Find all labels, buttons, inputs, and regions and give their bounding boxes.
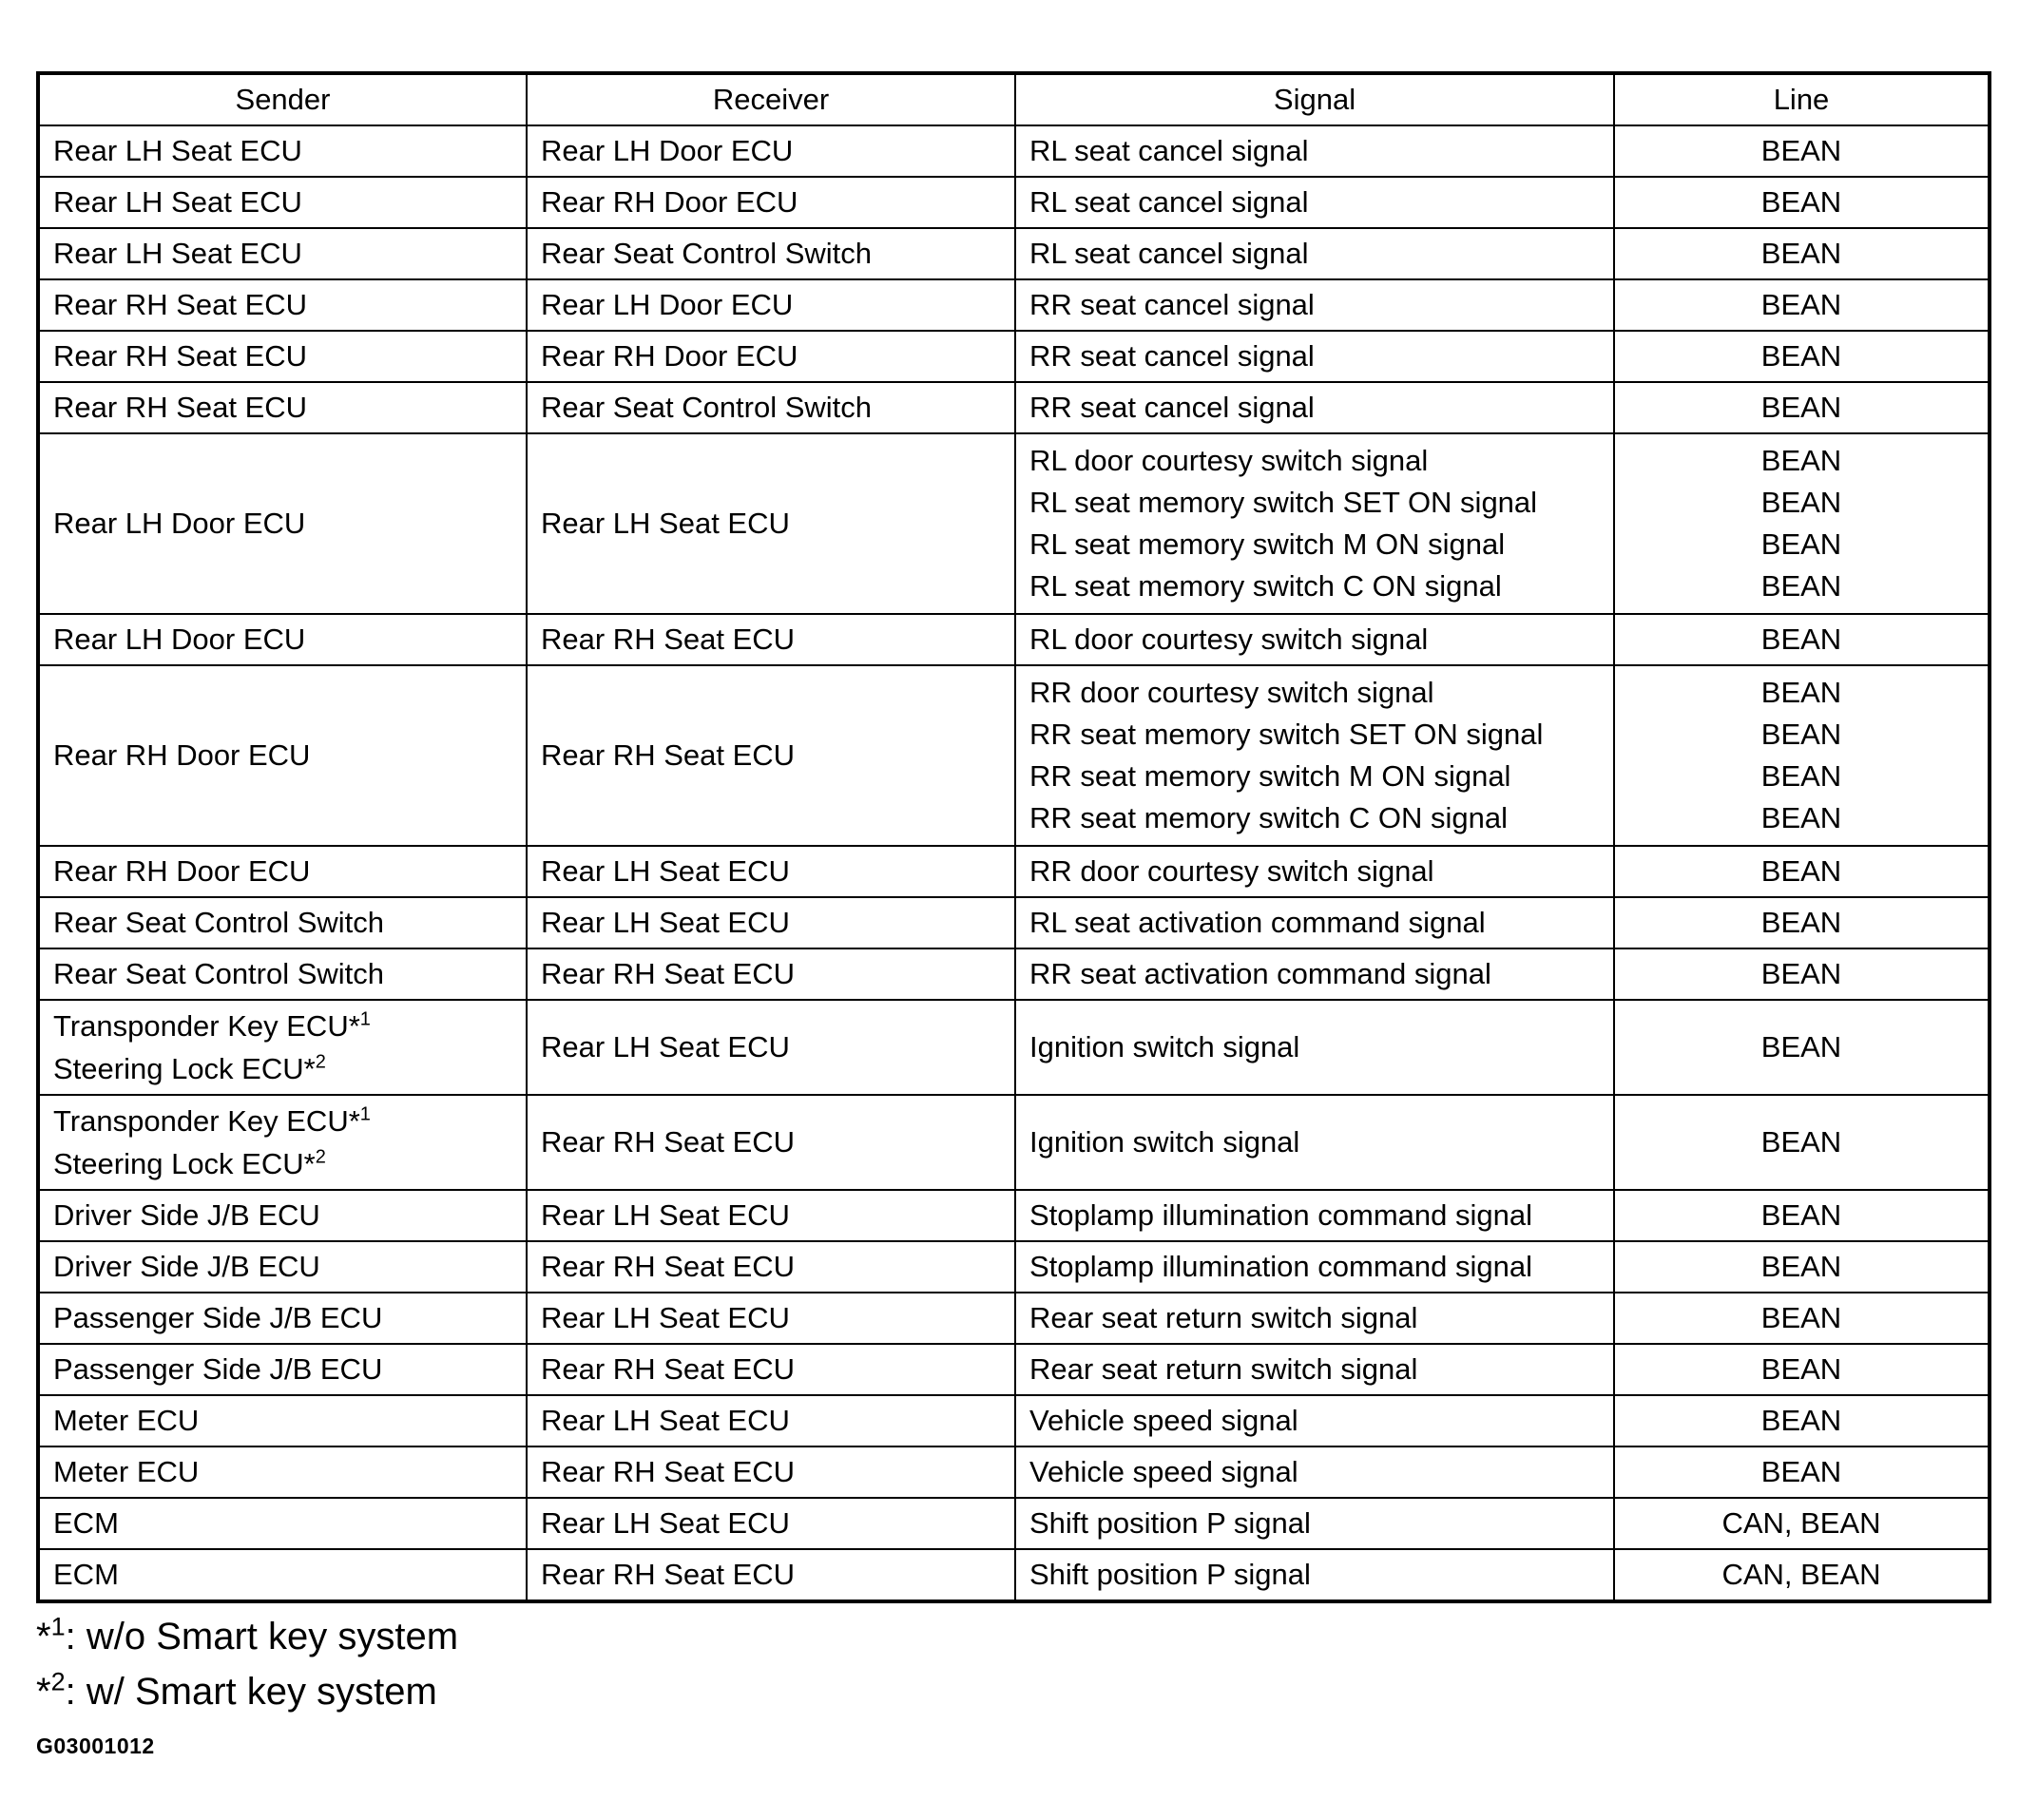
line-text: BEAN: [1760, 444, 1842, 477]
signal-text: RL door courtesy switch signal: [1029, 623, 1429, 656]
line-text: BEAN: [1760, 1301, 1842, 1334]
sender-text: Rear LH Seat ECU: [53, 237, 302, 270]
signal-cell: [1015, 125, 1614, 177]
signal-cell: [1015, 1446, 1614, 1498]
line-text: BEAN: [1760, 237, 1842, 270]
receiver-cell: Rear RH Door ECU: [527, 177, 1015, 228]
line-cell: [1614, 177, 1990, 228]
sender-text: Meter ECU: [53, 1455, 200, 1488]
line-cell: [1614, 846, 1990, 897]
table-row: [38, 1344, 1990, 1395]
footnotes: [36, 1609, 458, 1719]
line-text: BEAN: [1760, 527, 1842, 561]
line-text: CAN, BEAN: [1721, 1506, 1881, 1540]
table-header-row: [38, 73, 1990, 125]
line-text: CAN, BEAN: [1721, 1558, 1881, 1591]
signal-text: RL seat cancel signal: [1029, 185, 1309, 219]
sender-text: Meter ECU: [53, 1404, 200, 1437]
line-cell: [1614, 665, 1990, 846]
sender-text: Passenger Side J/B ECU: [53, 1352, 383, 1386]
line-cell: [1614, 1344, 1990, 1395]
receiver-cell: Rear RH Seat ECU: [527, 614, 1015, 665]
table-row: [38, 665, 1990, 846]
line-cell: [1614, 279, 1990, 331]
footnote-2: *$^2$: w/ Smart key system: [36, 1667, 437, 1713]
receiver-cell: Rear LH Door ECU: [527, 125, 1015, 177]
sender-cell: [38, 331, 527, 382]
receiver-cell: Rear RH Seat ECU: [527, 1095, 1015, 1190]
signal-cell: [1015, 897, 1614, 948]
table-row: [38, 331, 1990, 382]
sender-text: Rear RH Door ECU: [53, 854, 311, 888]
signal-cell: [1015, 1000, 1614, 1095]
table-row: [38, 1395, 1990, 1446]
receiver-cell: Rear Seat Control Switch: [527, 228, 1015, 279]
table-row: [38, 948, 1990, 1000]
line-text: BEAN: [1760, 569, 1842, 603]
signal-cell: [1015, 279, 1614, 331]
table-row: [38, 228, 1990, 279]
signal-text: RR seat cancel signal: [1029, 391, 1315, 424]
receiver-cell: Rear RH Seat ECU: [527, 1549, 1015, 1601]
line-cell: [1614, 1498, 1990, 1549]
signal-text: RR seat memory switch M ON signal: [1029, 759, 1511, 793]
signal-text: RR door courtesy switch signal: [1029, 854, 1434, 888]
signal-cell: [1015, 846, 1614, 897]
receiver-cell: Rear RH Seat ECU: [527, 1241, 1015, 1293]
line-text: BEAN: [1760, 1250, 1842, 1283]
line-text: BEAN: [1760, 718, 1842, 751]
line-cell: [1614, 897, 1990, 948]
sender-text: Rear Seat Control Switch: [53, 906, 385, 939]
sender-cell: [38, 614, 527, 665]
signal-cell: [1015, 1498, 1614, 1549]
receiver-cell: Rear RH Seat ECU: [527, 948, 1015, 1000]
sender-cell: [38, 1549, 527, 1601]
line-cell: [1614, 382, 1990, 433]
line-cell: [1614, 1446, 1990, 1498]
receiver-cell: Rear LH Door ECU: [527, 279, 1015, 331]
sender-cell: [38, 1446, 527, 1498]
table-row: [38, 1293, 1990, 1344]
header-sender: Sender: [38, 73, 527, 125]
sender-cell: [38, 1241, 527, 1293]
figure-code: G03001012: [36, 1734, 155, 1758]
sender-cell: [38, 665, 527, 846]
signal-text: RR door courtesy switch signal: [1029, 676, 1434, 709]
table-row: [38, 382, 1990, 433]
sender-cell: [38, 228, 527, 279]
sender-cell: [38, 897, 527, 948]
sender-cell: [38, 279, 527, 331]
sender-cell: [38, 1000, 527, 1095]
sender-text: Rear RH Door ECU: [53, 738, 311, 772]
table-row: [38, 846, 1990, 897]
line-text: BEAN: [1760, 1404, 1842, 1437]
line-cell: [1614, 331, 1990, 382]
signal-text: Vehicle speed signal: [1029, 1455, 1298, 1488]
sender-text: Passenger Side J/B ECU: [53, 1301, 383, 1334]
signal-text: Rear seat return switch signal: [1029, 1352, 1418, 1386]
receiver-cell: Rear LH Seat ECU: [527, 433, 1015, 614]
receiver-cell: Rear RH Seat ECU: [527, 1344, 1015, 1395]
header-receiver: Receiver: [527, 73, 1015, 125]
line-text: BEAN: [1760, 1198, 1842, 1232]
signal-cell: [1015, 433, 1614, 614]
line-cell: [1614, 433, 1990, 614]
sender-cell: [38, 948, 527, 1000]
signal-text: Stoplamp illumination command signal: [1029, 1198, 1532, 1232]
signal-text: RR seat memory switch SET ON signal: [1029, 718, 1544, 751]
receiver-cell: Rear LH Seat ECU: [527, 897, 1015, 948]
signal-cell: [1015, 665, 1614, 846]
signal-cell: [1015, 228, 1614, 279]
line-text: BEAN: [1760, 391, 1842, 424]
line-cell: [1614, 228, 1990, 279]
receiver-cell: Rear Seat Control Switch: [527, 382, 1015, 433]
table-row: [38, 897, 1990, 948]
signal-cell: [1015, 1095, 1614, 1190]
sender-cell: [38, 1344, 527, 1395]
table-row: [38, 177, 1990, 228]
line-cell: [1614, 614, 1990, 665]
signal-text: RR seat memory switch C ON signal: [1029, 801, 1509, 834]
line-cell: [1614, 1395, 1990, 1446]
line-cell: [1614, 1241, 1990, 1293]
signal-text: Rear seat return switch signal: [1029, 1301, 1418, 1334]
line-cell: [1614, 948, 1990, 1000]
line-cell: [1614, 1190, 1990, 1241]
line-cell: [1614, 1000, 1990, 1095]
receiver-cell: Rear LH Seat ECU: [527, 1293, 1015, 1344]
signal-text: RR seat cancel signal: [1029, 339, 1315, 373]
signal-cell: [1015, 614, 1614, 665]
line-text: BEAN: [1760, 288, 1842, 321]
line-text: BEAN: [1760, 486, 1842, 519]
signal-text: RL seat cancel signal: [1029, 237, 1309, 270]
table-row: [38, 1241, 1990, 1293]
signal-text: RL seat memory switch C ON signal: [1029, 569, 1502, 603]
receiver-cell: Rear LH Seat ECU: [527, 846, 1015, 897]
signal-text: Ignition switch signal: [1029, 1030, 1300, 1063]
sender-text: Rear Seat Control Switch: [53, 957, 385, 990]
line-text: BEAN: [1760, 1030, 1842, 1063]
receiver-cell: Rear LH Seat ECU: [527, 1190, 1015, 1241]
line-text: BEAN: [1760, 854, 1842, 888]
receiver-cell: Rear LH Seat ECU: [527, 1000, 1015, 1095]
line-cell: [1614, 1293, 1990, 1344]
line-text: BEAN: [1760, 185, 1842, 219]
receiver-cell: Rear LH Seat ECU: [527, 1498, 1015, 1549]
sender-text: Steering Lock ECU*$^2$: [53, 1146, 326, 1180]
sender-text: Rear LH Door ECU: [53, 507, 306, 540]
signal-cell: [1015, 1293, 1614, 1344]
signal-text: RL seat cancel signal: [1029, 134, 1309, 167]
sender-text: Transponder Key ECU*$^1$: [53, 1103, 371, 1138]
line-text: BEAN: [1760, 134, 1842, 167]
sender-text: Rear LH Seat ECU: [53, 134, 302, 167]
sender-cell: [38, 125, 527, 177]
sender-text: Driver Side J/B ECU: [53, 1250, 320, 1283]
line-text: BEAN: [1760, 676, 1842, 709]
table-row: [38, 1446, 1990, 1498]
sender-text: Steering Lock ECU*$^2$: [53, 1051, 326, 1085]
sender-text: Rear RH Seat ECU: [53, 391, 308, 424]
signal-cell: [1015, 1344, 1614, 1395]
sender-cell: [38, 1395, 527, 1446]
sender-cell: [38, 1095, 527, 1190]
sender-text: Driver Side J/B ECU: [53, 1198, 320, 1232]
signal-cell: [1015, 948, 1614, 1000]
table-row: [38, 279, 1990, 331]
line-cell: [1614, 1095, 1990, 1190]
table-row: [38, 1000, 1990, 1095]
sender-cell: [38, 177, 527, 228]
signal-text: Shift position P signal: [1029, 1506, 1311, 1540]
line-text: BEAN: [1760, 1125, 1842, 1159]
sender-text: Rear LH Door ECU: [53, 623, 306, 656]
line-text: BEAN: [1760, 339, 1842, 373]
line-cell: [1614, 1549, 1990, 1601]
sender-cell: [38, 1190, 527, 1241]
table-row: [38, 1190, 1990, 1241]
signal-text: RL door courtesy switch signal: [1029, 444, 1429, 477]
line-text: BEAN: [1760, 623, 1842, 656]
signal-cell: [1015, 1241, 1614, 1293]
sender-text: ECM: [53, 1558, 119, 1591]
signal-cell: [1015, 382, 1614, 433]
line-cell: [1614, 125, 1990, 177]
line-text: BEAN: [1760, 1352, 1842, 1386]
sender-text: Rear RH Seat ECU: [53, 339, 308, 373]
signal-cell: [1015, 1190, 1614, 1241]
table-row: [38, 1498, 1990, 1549]
sender-cell: [38, 433, 527, 614]
table-row: [38, 614, 1990, 665]
signal-cell: [1015, 1395, 1614, 1446]
signal-text: RL seat memory switch SET ON signal: [1029, 486, 1538, 519]
table-row: [38, 433, 1990, 614]
line-text: BEAN: [1760, 759, 1842, 793]
line-text: BEAN: [1760, 1455, 1842, 1488]
header-signal: Signal: [1015, 73, 1614, 125]
receiver-cell: Rear RH Seat ECU: [527, 665, 1015, 846]
footnote-1: *$^1$: w/o Smart key system: [36, 1612, 459, 1657]
signal-cell: [1015, 1549, 1614, 1601]
receiver-cell: Rear LH Seat ECU: [527, 1395, 1015, 1446]
sender-text: Rear LH Seat ECU: [53, 185, 302, 219]
receiver-cell: Rear RH Seat ECU: [527, 1446, 1015, 1498]
signal-cell: [1015, 177, 1614, 228]
signal-text: RR seat activation command signal: [1029, 957, 1491, 990]
signal-text: Ignition switch signal: [1029, 1125, 1300, 1159]
sender-cell: [38, 1498, 527, 1549]
line-text: BEAN: [1760, 906, 1842, 939]
signal-text: Shift position P signal: [1029, 1558, 1311, 1591]
signal-cell: [1015, 331, 1614, 382]
line-text: BEAN: [1760, 801, 1842, 834]
line-text: BEAN: [1760, 957, 1842, 990]
communication-table: [36, 71, 1991, 1603]
signal-text: RR seat cancel signal: [1029, 288, 1315, 321]
sender-text: ECM: [53, 1506, 119, 1540]
sender-cell: [38, 1293, 527, 1344]
signal-text: RL seat memory switch M ON signal: [1029, 527, 1506, 561]
header-line: Line: [1614, 73, 1990, 125]
table-row: [38, 125, 1990, 177]
signal-text: Stoplamp illumination command signal: [1029, 1250, 1532, 1283]
table-row: [38, 1095, 1990, 1190]
table-row: [38, 1549, 1990, 1601]
sender-cell: [38, 846, 527, 897]
signal-text: Vehicle speed signal: [1029, 1404, 1298, 1437]
sender-text: Rear RH Seat ECU: [53, 288, 308, 321]
sender-text: Transponder Key ECU*$^1$: [53, 1008, 371, 1043]
sender-cell: [38, 382, 527, 433]
receiver-cell: Rear RH Door ECU: [527, 331, 1015, 382]
signal-text: RL seat activation command signal: [1029, 906, 1486, 939]
